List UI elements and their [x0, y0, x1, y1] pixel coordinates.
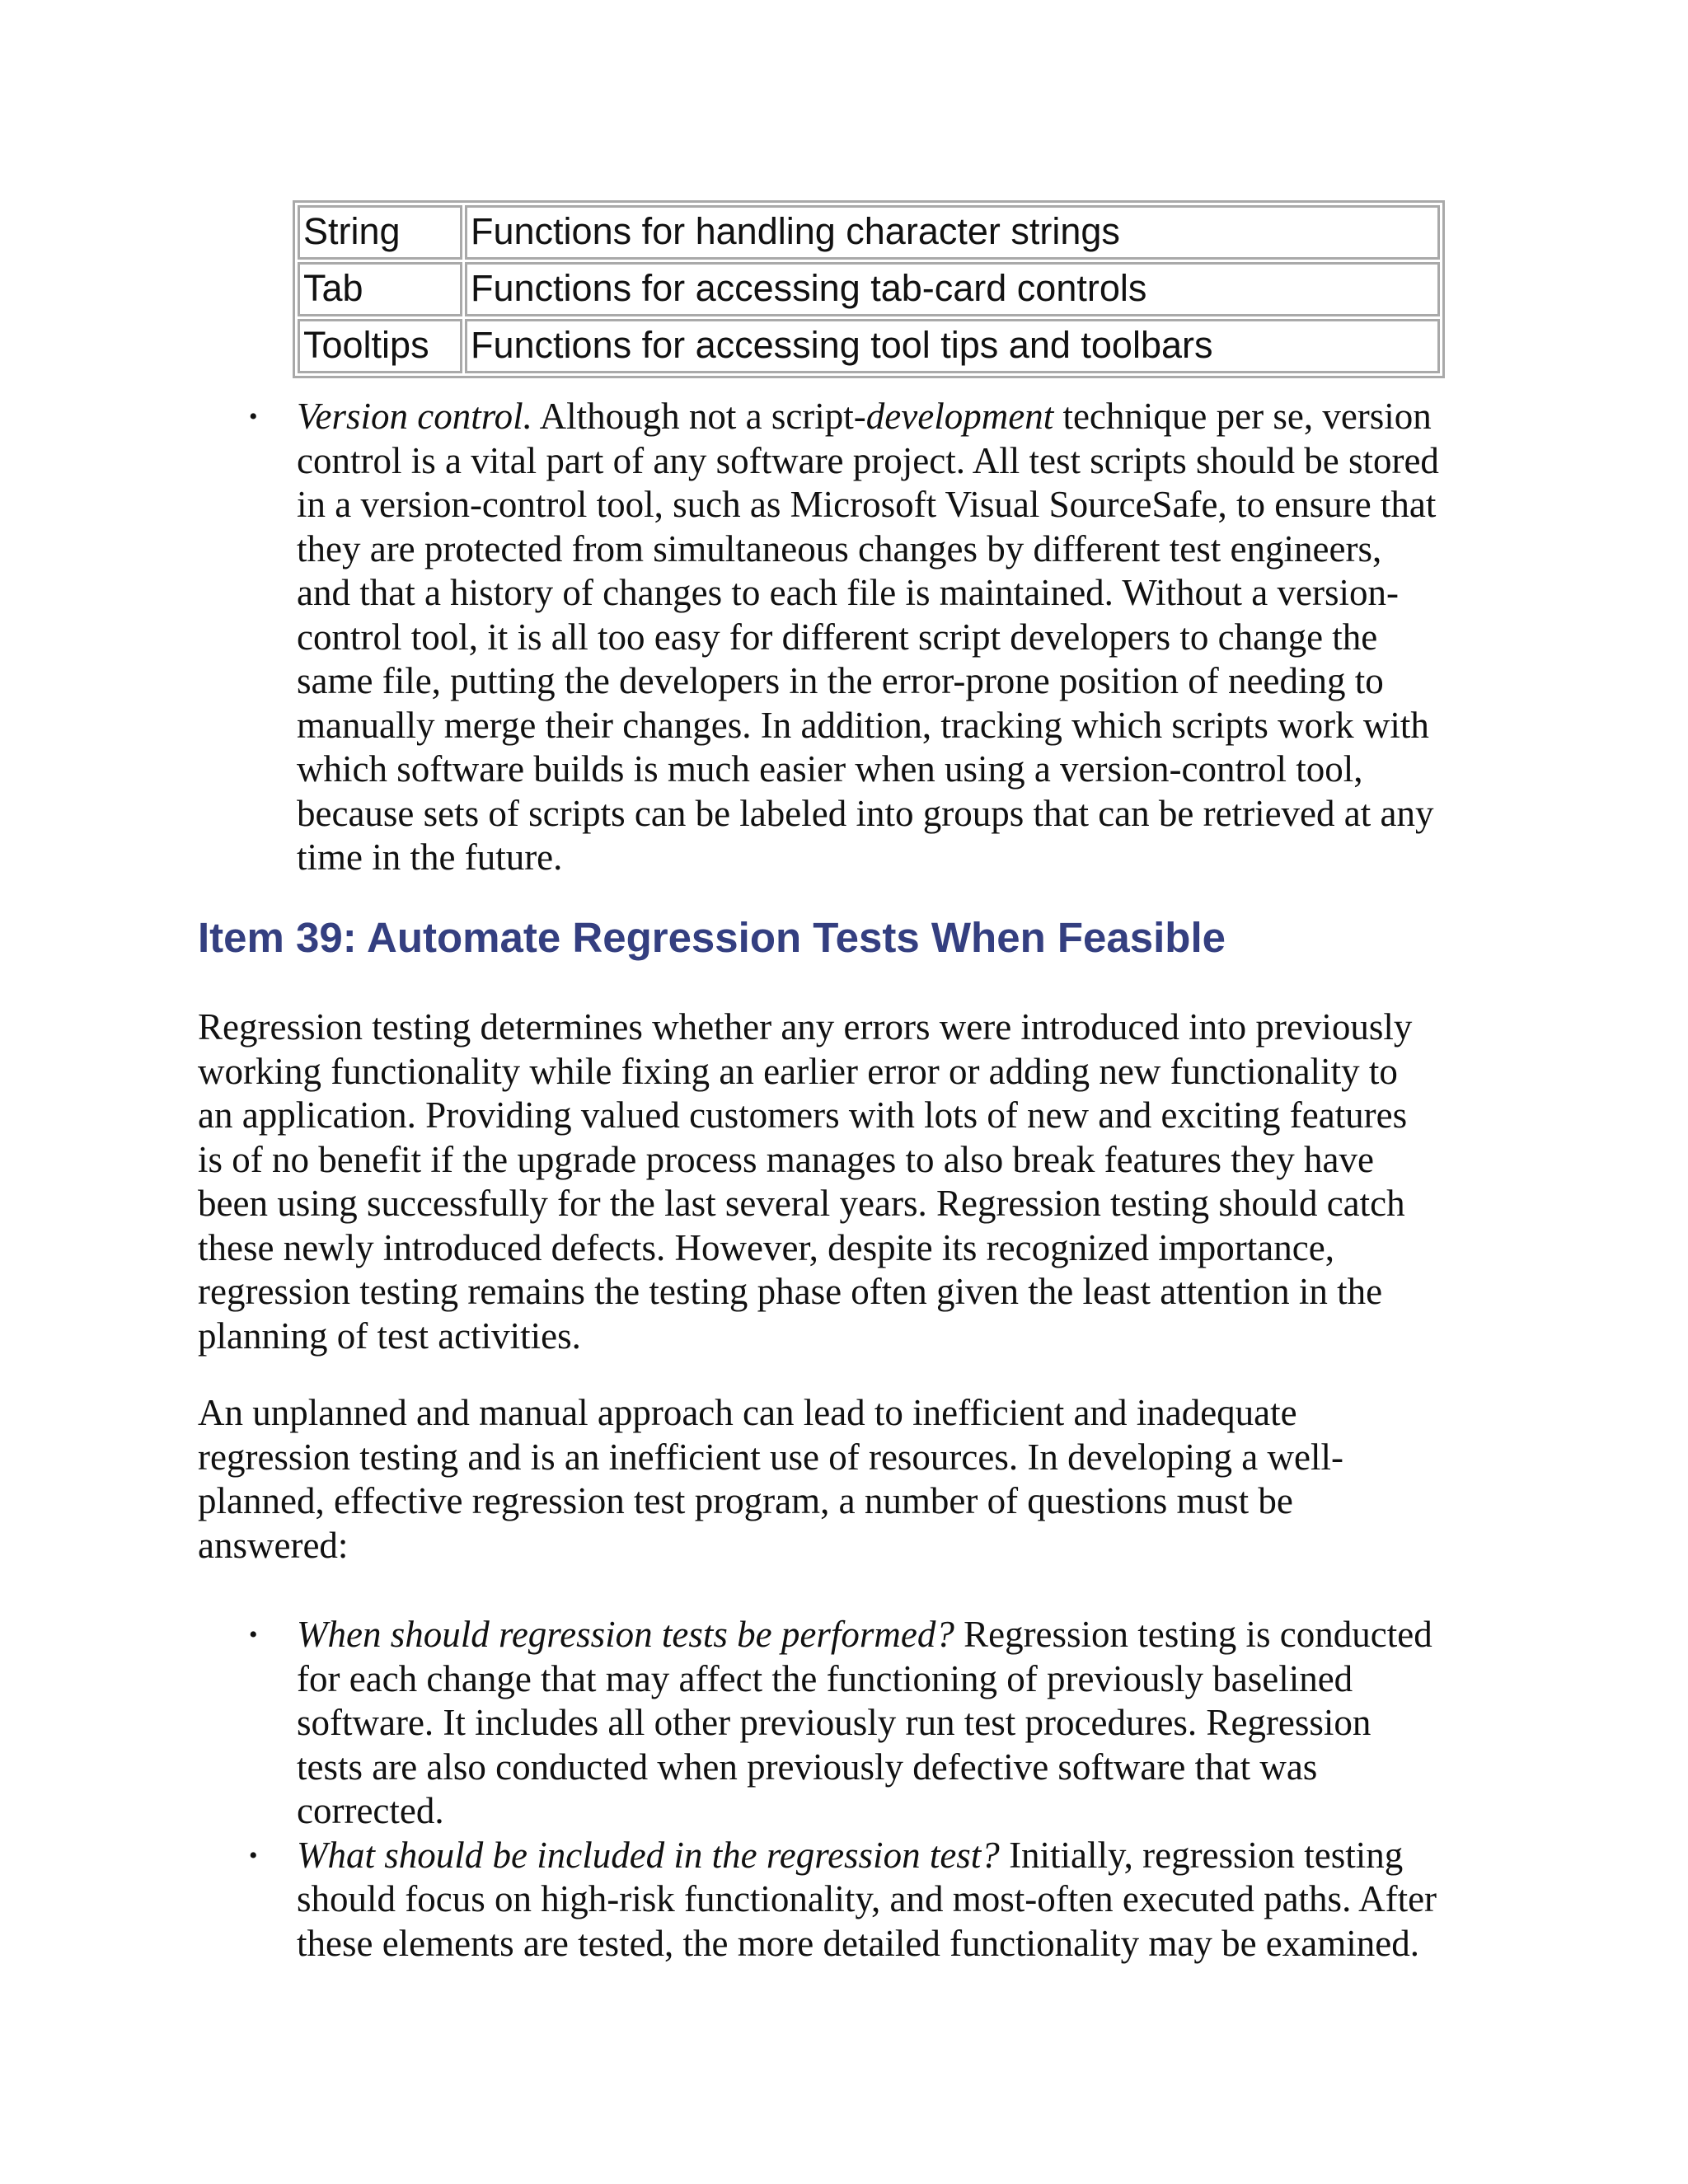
text-line: an application. Providing valued customers with lots of new and exciting features [198, 1094, 1408, 1136]
list-item [249, 1834, 1437, 1966]
list-item-text: Regression testing is conducted [954, 1614, 1432, 1655]
text-line: for each change that may affect the functioning of previously baselined [297, 1657, 1353, 1699]
list-item-term: Version control. [297, 396, 532, 437]
text-line: because sets of scripts can be labeled into groups that can be retrieved at any [297, 792, 1434, 834]
text-line: planning of test activities. [198, 1315, 581, 1357]
list-item-first-line [297, 1834, 1437, 1878]
text-line: software. It includes all other previously run test procedures. Regression [297, 1702, 1372, 1743]
list-item-text: Initially, regression testing [999, 1834, 1404, 1876]
text-line: working functionality while fixing an earlier error or adding new functionality to [198, 1050, 1398, 1092]
version-control-list [249, 395, 1439, 880]
text-line: is of no benefit if the upgrade process manages to also break features they have [198, 1138, 1374, 1180]
text-line: manually merge their changes. In addition, tracking which scripts work with [297, 704, 1429, 746]
list-item [249, 1613, 1437, 1834]
paragraph-regression-intro [198, 1005, 1412, 1358]
text-line: same file, putting the developers in the error-prone position of needing to [297, 660, 1384, 701]
text-line: should focus on high-risk functionality, and most-often executed paths. After [297, 1878, 1437, 1919]
table-cell-name: String [298, 205, 462, 260]
section-heading: Item 39: Automate Regression Tests When Feasible [198, 914, 1226, 961]
table-cell-description: Functions for accessing tool tips and toolbars [465, 319, 1440, 373]
text-line: been using successfully for the last several years. Regression testing should catch [198, 1183, 1405, 1224]
list-item-text: Although not a script- [532, 396, 866, 437]
text-line: corrected. [297, 1790, 444, 1831]
list-item-first-line [297, 1613, 1437, 1657]
text-line: regression testing and is an inefficient use of resources. In developing a well- [198, 1436, 1343, 1478]
text-line: planned, effective regression test program, a number of questions must be [198, 1480, 1293, 1521]
list-item-text: technique per se, version [1053, 396, 1432, 437]
table-row [298, 319, 1440, 373]
text-line: tests are also conducted when previously defective software that was [297, 1746, 1318, 1788]
text-line: they are protected from simultaneous changes by different test engineers, [297, 527, 1382, 569]
bullet-icon: • [249, 1841, 258, 1869]
text-line: time in the future. [297, 837, 563, 878]
function-table [293, 200, 1445, 378]
bullet-icon: • [249, 1621, 258, 1648]
list-item-term: When should regression tests be performed? [297, 1614, 954, 1655]
table-row [298, 205, 1440, 260]
text-line: control tool, it is all too easy for different script developers to change the [297, 616, 1378, 658]
table-cell-description: Functions for accessing tab-card controls [465, 262, 1440, 316]
table-cell-name: Tab [298, 262, 462, 316]
text-line: An unplanned and manual approach can lead to inefficient and inadequate [198, 1392, 1297, 1433]
text-line: in a version-control tool, such as Microsoft Visual SourceSafe, to ensure that [297, 484, 1437, 525]
text-line: these elements are tested, the more detailed functionality may be examined. [297, 1922, 1419, 1964]
list-item [249, 395, 1439, 880]
list-item-first-line [297, 395, 1439, 439]
table-row [298, 262, 1440, 316]
text-line: regression testing remains the testing phase often given the least attention in the [198, 1271, 1383, 1312]
questions-list [249, 1613, 1437, 1966]
list-item-term: What should be included in the regression test? [297, 1834, 1000, 1876]
text-line: which software builds is much easier when using a version-control tool, [297, 748, 1363, 790]
paragraph-unplanned-approach [198, 1391, 1343, 1568]
text-line: these newly introduced defects. However, despite its recognized importance, [198, 1226, 1334, 1268]
text-line: and that a history of changes to each file is maintained. Without a version- [297, 572, 1399, 613]
table-cell-name: Tooltips [298, 319, 462, 373]
table-cell-description: Functions for handling character strings [465, 205, 1440, 260]
text-line: answered: [198, 1524, 349, 1566]
list-item-emphasis: development [865, 396, 1054, 437]
text-line: Regression testing determines whether any errors were introduced into previously [198, 1006, 1413, 1047]
bullet-icon: • [249, 403, 258, 430]
text-line: control is a vital part of any software project. All test scripts should be stored [297, 439, 1439, 481]
